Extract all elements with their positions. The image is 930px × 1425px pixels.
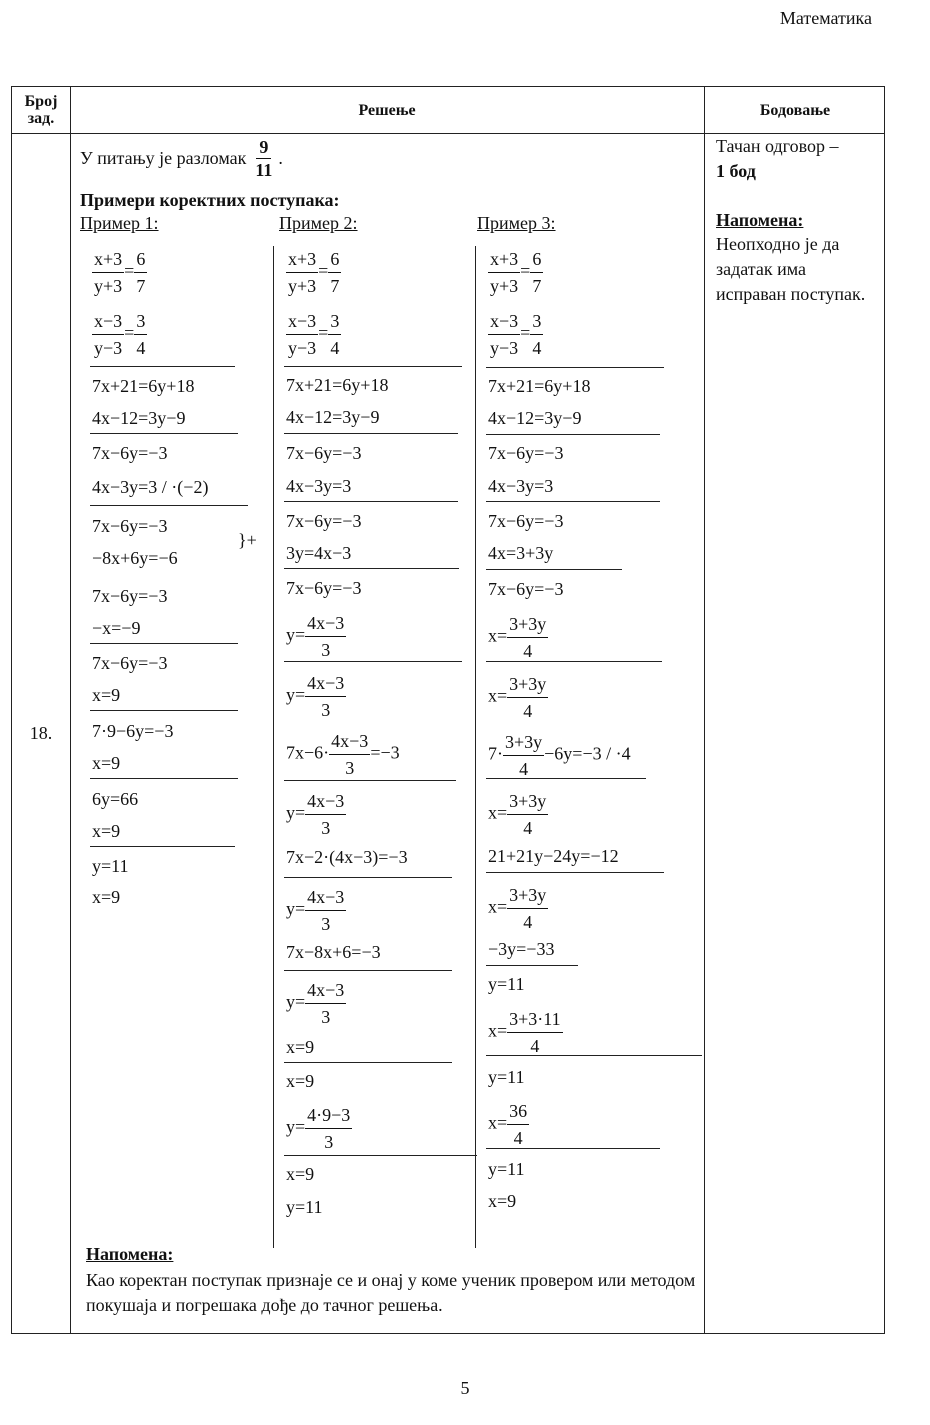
ex2-row-10: y= $\frac{4x-3}{3}$ <box>286 610 346 663</box>
ex2-row-20: y= $\frac{4\cdot 9-3}{3}$ <box>286 1102 352 1155</box>
ex2-row-4: 4x−12=3y−9 <box>286 407 380 427</box>
ex1-row-2: $\frac{x-3}{y-3}$ = $\frac{3}{4}$ <box>92 308 147 361</box>
task-number: 18. <box>29 723 53 743</box>
solution-note-heading: Напомена: <box>86 1244 174 1264</box>
ex3-row-5: 7x−6y=−3 <box>488 443 564 463</box>
scoring-line-1: Тачан одговор – <box>716 136 839 156</box>
ex1-row-11: 7x−6y=−3 <box>92 653 168 673</box>
intro-denominator: 11 <box>255 160 273 180</box>
example-divider-1 <box>273 246 274 1248</box>
example-2-label: Пример 2: <box>279 213 358 233</box>
ex1-row-18: x=9 <box>92 887 121 907</box>
ex3-row-15: x= $\frac{3+3y}{4}$ <box>488 882 548 935</box>
ex1-sep-5 <box>90 710 238 711</box>
ex1-row-1: $\frac{x+3}{y+3}$ = $\frac{6}{7}$ <box>92 246 147 299</box>
ex3-row-12: 7· $\frac{3+3y}{4}$ −6y=−3 / ·4 <box>488 729 631 782</box>
ex2-row-5: 7x−6y=−3 <box>286 443 362 463</box>
ex3-row-6: 4x−3y=3 <box>488 476 554 496</box>
ex3-row-22: x=9 <box>488 1191 517 1211</box>
ex2-row-8: 3y=4x−3 <box>286 543 352 563</box>
ex2-sep-5 <box>284 661 462 662</box>
ex2-sep-3 <box>284 501 458 502</box>
ex1-row-14: x=9 <box>92 753 121 773</box>
ex3-row-3: 7x+21=6y+18 <box>488 376 591 396</box>
intro-period: . <box>278 148 283 168</box>
ex2-row-1: $\frac{x+3}{y+3}$ = $\frac{6}{7}$ <box>286 246 341 299</box>
ex2-row-15: y= $\frac{4x-3}{3}$ <box>286 884 346 937</box>
ex3-sep-8 <box>486 965 578 966</box>
ex2-sep-9 <box>284 1062 452 1063</box>
intro-fraction <box>252 136 275 181</box>
ex1-row-4: 4x−12=3y−9 <box>92 408 186 428</box>
scoring-points: 1 бод <box>716 161 756 181</box>
ex3-sep-9 <box>486 1055 702 1056</box>
col-header-scoring: Бодовање <box>759 101 831 119</box>
scoring-note-text: Неопходно је да задатак има исправан поступак. <box>716 234 866 304</box>
ex3-sep-1 <box>486 367 664 368</box>
ex2-row-17: y= $\frac{4x-3}{3}$ <box>286 977 346 1030</box>
col-header-task: Број зад. <box>24 93 58 127</box>
solution-note-text: Као коректан поступак признаје се и онај у коме ученик провером или методом покушаја и погрешака дође до тачног решења. <box>86 1270 696 1315</box>
ex1-row-7: 7x−6y=−3 <box>92 516 168 536</box>
ex2-row-11: y= $\frac{4x-3}{3}$ <box>286 670 346 723</box>
ex2-sep-10 <box>284 1155 477 1156</box>
intro-line <box>80 136 283 181</box>
ex3-row-20: x= $\frac{36}{4}$ <box>488 1098 529 1151</box>
ex2-sep-8 <box>284 970 452 971</box>
ex1-row-17: y=11 <box>92 856 129 876</box>
ex3-row-2: $\frac{x-3}{y-3}$ = $\frac{3}{4}$ <box>488 308 543 361</box>
col-divider-1 <box>70 87 71 1333</box>
ex3-row-21: y=11 <box>488 1159 525 1179</box>
ex3-row-11: x= $\frac{3+3y}{4}$ <box>488 671 548 724</box>
ex2-sep-4 <box>284 568 459 569</box>
ex2-row-16: 7x−8x+6=−3 <box>286 942 381 962</box>
intro-numerator: 9 <box>256 136 271 159</box>
ex1-brace-plus: }+ <box>238 530 257 550</box>
ex2-row-14: 7x−2·(4x−3)=−3 <box>286 847 408 867</box>
ex3-sep-2 <box>486 434 660 435</box>
ex1-row-13: 7·9−6y=−3 <box>92 721 174 741</box>
ex1-sep-1 <box>90 366 235 367</box>
ex1-sep-2 <box>90 433 238 434</box>
intro-text: У питању је разломак <box>80 148 247 168</box>
ex1-row-15: 6y=66 <box>92 789 139 809</box>
ex3-row-18: x= $\frac{3+3\cdot 11}{4}$ <box>488 1006 563 1059</box>
examples-heading: Примери коректних поступака: <box>80 190 340 210</box>
ex3-row-16: −3y=−33 <box>488 939 555 959</box>
scoring-note-heading: Напомена: <box>716 210 804 230</box>
ex3-row-7: 7x−6y=−3 <box>488 511 564 531</box>
ex3-sep-4 <box>486 569 622 570</box>
ex1-row-16: x=9 <box>92 821 121 841</box>
example-1-label: Пример 1: <box>80 213 159 233</box>
col-header-solution: Решење <box>358 101 416 119</box>
ex3-row-9: 7x−6y=−3 <box>488 579 564 599</box>
ex2-row-21: x=9 <box>286 1164 315 1184</box>
ex3-row-10: x= $\frac{3+3y}{4}$ <box>488 611 548 664</box>
ex2-row-6: 4x−3y=3 <box>286 476 352 496</box>
ex3-sep-10 <box>486 1148 660 1149</box>
ex3-row-19: y=11 <box>488 1067 525 1087</box>
ex1-sep-7 <box>90 846 235 847</box>
example-3-label: Пример 3: <box>477 213 556 233</box>
example-divider-2 <box>475 246 476 1248</box>
ex2-row-18: x=9 <box>286 1037 315 1057</box>
ex1-row-8: −8x+6y=−6 <box>92 548 178 568</box>
ex2-row-19: x=9 <box>286 1071 315 1091</box>
ex1-sep-4 <box>90 643 238 644</box>
ex1-row-10: −x=−9 <box>92 618 141 638</box>
ex2-sep-7 <box>284 877 452 878</box>
ex1-sep-6 <box>90 778 238 779</box>
ex3-row-4: 4x−12=3y−9 <box>488 408 582 428</box>
ex1-row-9: 7x−6y=−3 <box>92 586 168 606</box>
ex1-row-12: x=9 <box>92 685 121 705</box>
col-divider-2 <box>704 87 705 1333</box>
ex1-sep-3 <box>90 505 248 506</box>
ex3-row-17: y=11 <box>488 974 525 994</box>
page-number: 5 <box>460 1378 470 1398</box>
ex2-row-7: 7x−6y=−3 <box>286 511 362 531</box>
ex3-row-13: x= $\frac{3+3y}{4}$ <box>488 788 548 841</box>
ex2-row-3: 7x+21=6y+18 <box>286 375 389 395</box>
ex3-row-8: 4x=3+3y <box>488 543 554 563</box>
ex1-row-3: 7x+21=6y+18 <box>92 376 195 396</box>
ex3-row-1: $\frac{x+3}{y+3}$ = $\frac{6}{7}$ <box>488 246 543 299</box>
ex3-sep-3 <box>486 501 660 502</box>
ex2-row-22: y=11 <box>286 1197 323 1217</box>
page-header-subject: Математика <box>779 8 872 28</box>
ex2-row-13: y= $\frac{4x-3}{3}$ <box>286 788 346 841</box>
ex2-row-2: $\frac{x-3}{y-3}$ = $\frac{3}{4}$ <box>286 308 341 361</box>
ex1-row-5: 7x−6y=−3 <box>92 443 168 463</box>
ex1-row-6: 4x−3y=3 / ·(−2) <box>92 477 209 497</box>
ex2-row-12: 7x−6· $\frac{4x-3}{3}$ =−3 <box>286 728 400 781</box>
ex3-sep-7 <box>486 872 664 873</box>
ex2-row-9: 7x−6y=−3 <box>286 578 362 598</box>
ex2-sep-6 <box>284 780 456 781</box>
ex3-row-14: 21+21y−24y=−12 <box>488 846 619 866</box>
ex2-sep-2 <box>284 433 458 434</box>
ex2-sep-1 <box>284 366 462 367</box>
ex3-sep-5 <box>486 661 662 662</box>
ex3-sep-6 <box>486 778 646 779</box>
